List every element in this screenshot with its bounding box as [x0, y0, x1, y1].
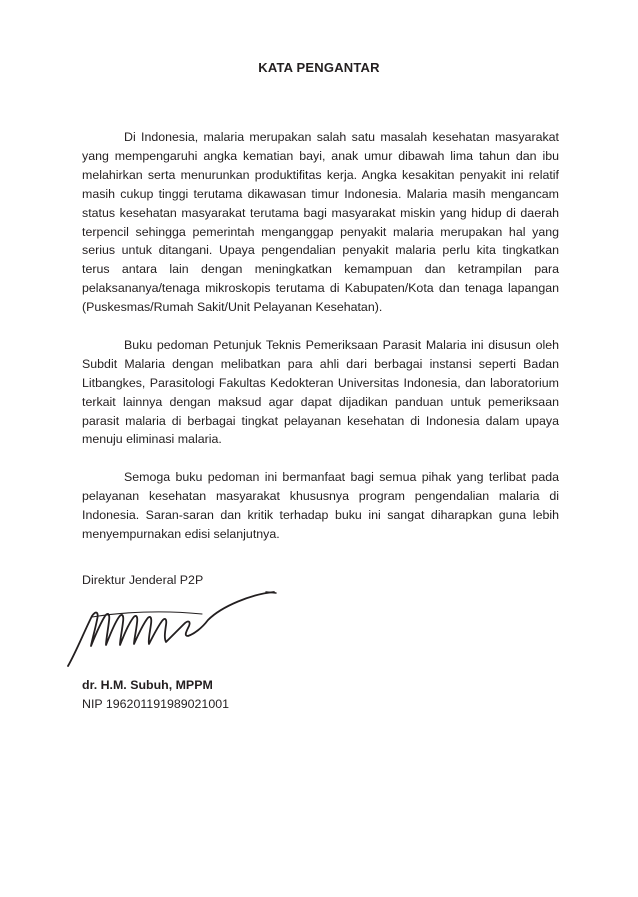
signature-image — [62, 590, 282, 672]
body-text — [82, 128, 559, 563]
paragraph-2: Buku pedoman Petunjuk Teknis Pemeriksaan Parasit Malaria ini disusun oleh Subdit Malaria dengan melibatkan para ahli dari berbagai instansi seperti Badan Litbangkes, Parasitologi Fakultas Kedokteran Universitas Indonesia, dan laboratorium terkait lainnya dengan maksud agar dapat dijadikan panduan untuk pemeriksaan parasit malaria di berbagai tingkat pelayanan kesehatan di Indonesia dalam upaya menuju eliminasi malaria. — [82, 337, 559, 447]
page-title: KATA PENGANTAR — [258, 60, 380, 75]
closing-title: Direktur Jenderal P2P — [82, 573, 204, 587]
signatory-block — [82, 676, 229, 713]
paragraph-3: Semoga buku pedoman ini bermanfaat bagi semua pihak yang terlibat pada pelayanan kesehatan masyarakat khususnya program pengendalian malaria di Indonesia. Saran-saran dan kritik terhadap buku ini sangat diharapkan guna lebih menyempurnakan edisi selanjutnya. — [82, 470, 559, 541]
signatory-nip: NIP 196201191989021001 — [82, 696, 229, 711]
signatory-name: dr. H.M. Subuh, MPPM — [82, 678, 213, 692]
paragraph-1: Di Indonesia, malaria merupakan salah satu masalah kesehatan masyarakat yang mempengaruhi angka kematian bayi, anak umur dibawah lima tahun dan ibu melahirkan serta menurunkan produktifitas kerja. Angka kesakitan penyakit ini relatif masih cukup tinggi terutama dikawasan timur Indonesia. Malaria masih mengancam status kesehatan masyarakat terutama bagi masyarakat miskin yang hidup di daerah terpencil sehingga pemerintah menganggap penyakit malaria merupakan hal yang serius untuk ditangani. Upaya pengendalian penyakit malaria perlu kita tingkatkan terus antara lain dengan meningkatkan kemampuan dan ketrampilan para pelaksananya/tenaga mikroskopis terutama di Kabupaten/Kota dan tenaga lapangan (Puskesmas/Rumah Sakit/Unit Pelayanan Kesehatan). — [82, 130, 559, 315]
